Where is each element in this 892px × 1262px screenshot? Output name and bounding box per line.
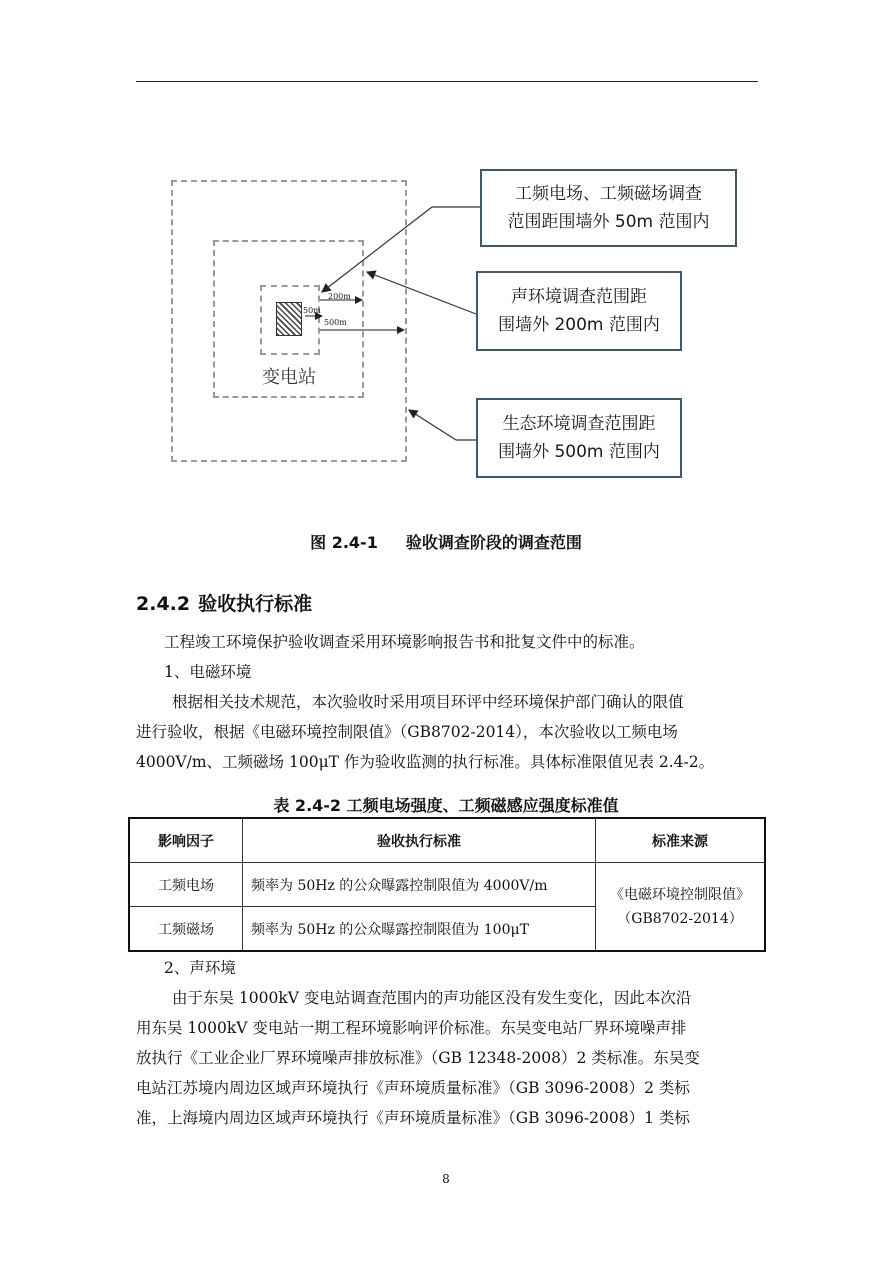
standards-table [128, 817, 766, 952]
section-heading [136, 589, 312, 616]
noise-line-3: 放执行《工业企业厂界环境噪声排放标准》（GB 12348-2008）2 类标准。东吴变 [136, 1049, 700, 1067]
callout-noise-line2: 围墙外 200m 范围内 [498, 315, 660, 335]
callout-ecology [476, 398, 682, 478]
table-header-row [129, 818, 765, 863]
table-row [129, 863, 765, 907]
em-line-3: 4000V/m、工频磁场 100μT 作为验收监测的执行标准。具体标准限值见表 2.4-2。 [136, 753, 715, 771]
noise-line-1: 由于东吴 1000kV 变电站调查范围内的声功能区没有发生变化，因此本次沿 [172, 989, 692, 1007]
section-title: 验收执行标准 [198, 593, 313, 615]
intro-paragraph: 工程竣工环境保护验收调查采用环境影响报告书和批复文件中的标准。 [164, 633, 645, 651]
station-label: 变电站 [262, 367, 316, 388]
callout-em-line2: 范围距围墙外 50m 范围内 [507, 212, 710, 232]
callout-ecology-line1: 生态环境调查范围距 [502, 414, 656, 434]
source-line-2: （GB8702-2014） [617, 910, 743, 927]
header-factor: 影响因子 [129, 818, 243, 863]
callout-noise-line1: 声环境调查范围距 [511, 287, 647, 307]
callout-ecology-line2: 围墙外 500m 范围内 [498, 442, 660, 462]
figure-caption-number: 图 2.4-1 [310, 533, 378, 552]
page-number: 8 [442, 1172, 450, 1186]
callout-noise [476, 271, 682, 351]
distance-label-50m: 50m [303, 306, 321, 315]
factor-cell: 工频磁场 [129, 907, 243, 952]
standard-cell: 频率为 50Hz 的公众曝露控制限值为 100μT [243, 907, 596, 952]
em-heading: 1、电磁环境 [164, 663, 252, 681]
noise-line-2: 用东吴 1000kV 变电站一期工程环境影响评价标准。东吴变电站厂界环境噪声排 [136, 1019, 687, 1037]
figure-caption [0, 530, 892, 553]
factor-cell: 工频电场 [129, 863, 243, 907]
source-cell [596, 863, 766, 952]
callout-em-line1: 工频电场、工频磁场调查 [515, 184, 702, 204]
table-caption: 表 2.4-2 工频电场强度、工频磁感应强度标准值 [273, 796, 619, 815]
standard-cell: 频率为 50Hz 的公众曝露控制限值为 4000V/m [243, 863, 596, 907]
distance-label-200m: 200m [328, 292, 351, 301]
noise-line-5: 准，上海境内周边区域声环境执行《声环境质量标准》（GB 3096-2008）1 类标 [136, 1109, 690, 1127]
section-number: 2.4.2 [136, 593, 191, 615]
survey-range-diagram [0, 0, 892, 520]
diagram-arrows [0, 0, 892, 520]
callout-em-field [480, 169, 737, 247]
em-line-1: 根据相关技术规范，本次验收时采用项目环评中经环境保护部门确认的限值 [172, 693, 684, 711]
distance-label-500m: 500m [324, 318, 347, 327]
figure-caption-text: 验收调查阶段的调查范围 [405, 533, 582, 552]
header-standard: 验收执行标准 [243, 818, 596, 863]
source-line-1: 《电磁环境控制限值》 [610, 886, 750, 903]
noise-line-4: 电站江苏境内周边区域声环境执行《声环境质量标准》（GB 3096-2008）2 类标 [136, 1079, 690, 1097]
header-source: 标准来源 [596, 818, 766, 863]
noise-heading: 2、声环境 [164, 959, 236, 977]
em-line-2: 进行验收，根据《电磁环境控制限值》（GB8702-2014），本次验收以工频电场 [136, 723, 678, 741]
